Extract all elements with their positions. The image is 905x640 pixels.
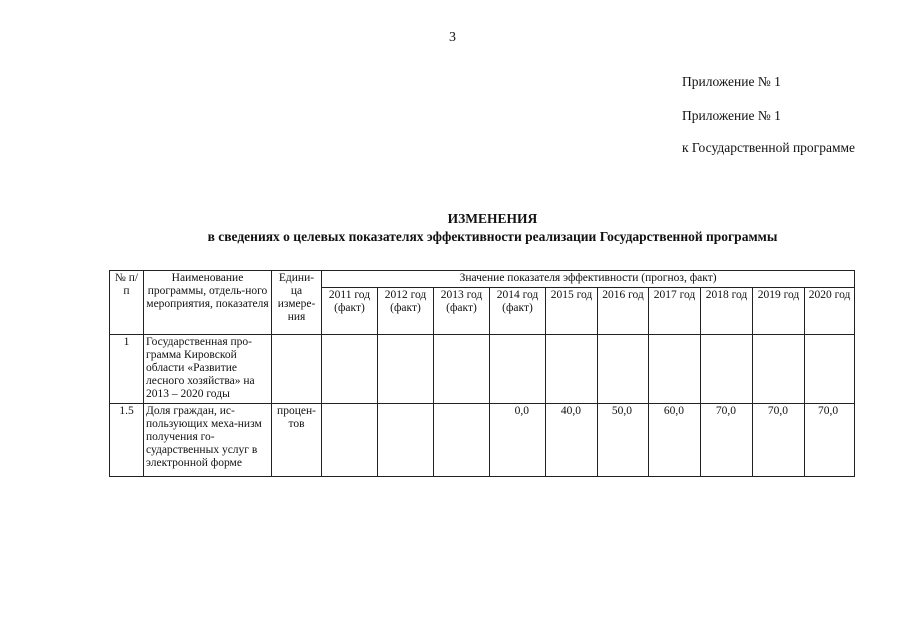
title-heading: ИЗМЕНЕНИЯ — [447, 211, 538, 226]
header-year: 2020 год — [805, 288, 855, 335]
row-value: 70,0 — [753, 404, 805, 477]
header-year: 2017 год — [649, 288, 701, 335]
page-number: 3 — [449, 30, 456, 45]
row-value — [434, 404, 490, 477]
row-value: 70,0 — [701, 404, 753, 477]
table-header-row — [110, 271, 855, 288]
appendix-reference: к Государственной программе — [682, 140, 856, 155]
row-value — [701, 335, 753, 404]
row-value: 40,0 — [546, 404, 598, 477]
header-year: 2014 год (факт) — [490, 288, 546, 335]
row-value: 60,0 — [649, 404, 701, 477]
row-num: 1 — [110, 335, 144, 404]
row-value — [805, 335, 855, 404]
row-value — [753, 335, 805, 404]
header-year: 2012 год (факт) — [378, 288, 434, 335]
row-value — [546, 335, 598, 404]
document-title — [0, 210, 905, 246]
appendix-label: Приложение № 1 — [682, 74, 781, 89]
header-year: 2016 год — [598, 288, 649, 335]
appendix-label-repeat: Приложение № 1 — [682, 108, 781, 123]
title-subheading: в сведениях о целевых показателях эффективности реализации Государственной программы — [207, 229, 778, 244]
header-num: № п/п — [110, 271, 144, 335]
table-row — [110, 335, 855, 404]
row-unit — [272, 335, 322, 404]
row-value — [649, 335, 701, 404]
row-value: 70,0 — [805, 404, 855, 477]
row-name: Государственная про-грамма Кировской области «Развитие лесного хозяйства» на 2013 – 2020 годы — [144, 335, 272, 404]
header-unit: Едини-ца измере-ния — [272, 271, 322, 335]
row-value — [322, 335, 378, 404]
row-num: 1.5 — [110, 404, 144, 477]
row-unit: процен-тов — [272, 404, 322, 477]
header-year: 2018 год — [701, 288, 753, 335]
row-value — [378, 404, 434, 477]
row-value — [378, 335, 434, 404]
row-name: Доля граждан, ис-пользующих меха-низм получения го-сударственных услуг в электронной форме — [144, 404, 272, 477]
row-value: 50,0 — [598, 404, 649, 477]
indicators-table — [109, 270, 855, 477]
row-value — [598, 335, 649, 404]
header-year: 2015 год — [546, 288, 598, 335]
header-year: 2013 год (факт) — [434, 288, 490, 335]
row-value — [490, 335, 546, 404]
row-value — [322, 404, 378, 477]
row-value — [434, 335, 490, 404]
header-year: 2011 год (факт) — [322, 288, 378, 335]
table-row — [110, 404, 855, 477]
row-value: 0,0 — [490, 404, 546, 477]
header-year: 2019 год — [753, 288, 805, 335]
header-name: Наименование программы, отдель-ного мероприятия, показателя — [144, 271, 272, 335]
header-value-group: Значение показателя эффективности (прогноз, факт) — [322, 271, 855, 288]
